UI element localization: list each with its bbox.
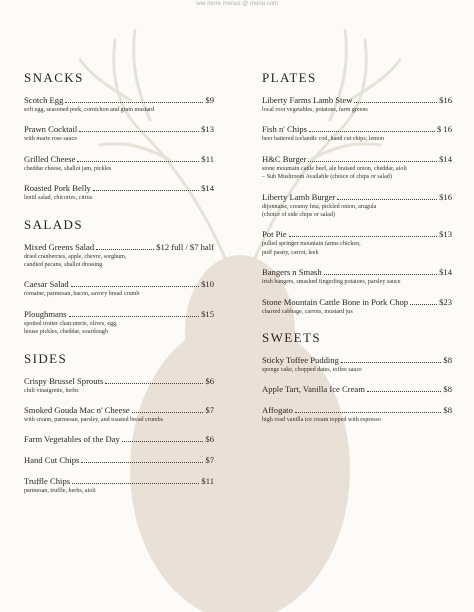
menu-item-header — [24, 242, 214, 253]
menu-item — [262, 124, 452, 143]
menu-item-header — [24, 434, 214, 445]
item-description: spotted trotter charcuterie, olives, egg, — [24, 320, 118, 327]
item-price: $7 — [205, 455, 214, 466]
menu-item-header — [262, 229, 452, 240]
menu-item — [24, 242, 214, 270]
item-name: Crispy Brussel Sprouts — [24, 375, 104, 386]
menu-item-header — [262, 95, 452, 106]
item-name: Grilled Cheese — [24, 153, 76, 164]
menu-item-header — [24, 154, 214, 165]
dot-leader — [367, 391, 442, 392]
item-description: dried cranberries, apple, chevre, sorghum, — [24, 253, 127, 260]
item-name: H&C Burger — [262, 153, 307, 164]
menu-item — [24, 154, 214, 173]
dot-leader — [69, 316, 200, 317]
menu-item-header — [24, 476, 214, 487]
menu-item — [24, 309, 214, 337]
dot-leader — [71, 286, 199, 287]
item-name: Pot Pie — [262, 229, 287, 240]
item-description: with cream, parmesan, parsley, and toasted bread crumbs — [24, 417, 164, 424]
item-name: Affogato — [262, 405, 293, 416]
menu-item — [262, 297, 452, 316]
dot-leader — [308, 161, 437, 162]
item-price: $8 — [443, 405, 452, 416]
right-column — [262, 70, 452, 439]
item-description: with marie rose sauce — [24, 136, 77, 143]
menu-item — [24, 434, 214, 445]
menu-item-header — [24, 309, 214, 320]
menu-item — [262, 405, 452, 424]
item-description: puff pastry, carrot, leek — [262, 249, 319, 256]
item-price: $12 full / $7 half — [156, 241, 214, 252]
menu-item-header — [262, 267, 452, 278]
left-column — [24, 70, 214, 510]
item-description: pulled springer mountain farms chicken, — [262, 241, 361, 248]
item-name: Caesar Salad — [24, 279, 69, 290]
item-name: Liberty Farms Lamb Stew — [262, 95, 353, 105]
dot-leader — [324, 274, 437, 275]
item-name: Bangers n Smash — [262, 267, 322, 278]
source-watermark-text: see more menus @ menu.com — [195, 1, 279, 7]
item-name: Smoked Gouda Mac n' Cheese — [24, 405, 130, 416]
item-name: Scotch Egg — [24, 95, 64, 105]
item-price: $6 — [205, 434, 214, 445]
menu-item-header — [24, 279, 214, 290]
item-description: (choice of side chips or salad) — [262, 212, 335, 219]
menu-item — [24, 95, 214, 114]
menu-item — [262, 95, 452, 114]
menu-item-header — [262, 154, 452, 165]
item-price: $13 — [439, 229, 452, 240]
item-description: – Sub Mushroom Available (choice of chips or salad) — [262, 174, 392, 181]
item-price: $14 — [439, 267, 452, 278]
menu-section-sides — [24, 351, 214, 496]
menu-section-sweets — [262, 330, 452, 425]
item-name: Truffle Chips — [24, 476, 71, 487]
dot-leader — [295, 412, 442, 413]
item-description: romaine, parmesan, bacon, savory bread crumb — [24, 291, 140, 298]
menu-item — [24, 455, 214, 466]
item-description: candied pecans, shallot dressing — [24, 262, 103, 269]
menu-item-header — [262, 384, 452, 395]
menu-item — [24, 376, 214, 395]
item-name: Roasted Pork Belly — [24, 183, 91, 194]
item-price: $8 — [443, 384, 452, 395]
item-name: Stone Mountain Cattle Bone in Pork Chop — [262, 296, 409, 307]
menu-item-header — [24, 376, 214, 387]
section-title: SALADS — [24, 216, 83, 232]
item-price: $9 — [205, 95, 214, 105]
dot-leader — [341, 362, 442, 363]
dot-leader — [337, 199, 437, 200]
menu-item — [24, 405, 214, 424]
menu-item — [24, 279, 214, 298]
dot-leader — [354, 102, 437, 103]
item-description: house pickles, cheddar, sourdough — [24, 329, 108, 336]
menu-item-header — [24, 455, 214, 466]
menu-item — [262, 229, 452, 257]
menu-item-header — [262, 355, 452, 366]
menu-item-header — [262, 124, 452, 135]
section-title: SNACKS — [24, 70, 84, 85]
menu-section-snacks — [24, 70, 214, 203]
item-price: $11 — [201, 153, 214, 164]
item-name: Hand Cut Chips — [24, 455, 80, 466]
item-description: stone mountain cattle beef, ale braised onion, cheddar, aioli — [262, 165, 407, 172]
section-title: SWEETS — [262, 330, 321, 346]
item-name: Prawn Cocktail — [24, 124, 78, 135]
item-price: $7 — [205, 405, 214, 416]
dot-leader — [96, 249, 154, 250]
dot-leader — [81, 462, 203, 463]
item-description: cheddar cheese, shallot jam, pickles — [24, 165, 112, 172]
menu-item-header — [24, 183, 214, 194]
item-name: Liberty Lamb Burger — [262, 191, 336, 202]
item-name: Apple Tart, Vanilla Ice Cream — [262, 384, 365, 395]
dot-leader — [132, 412, 204, 413]
menu-item-header — [24, 124, 214, 135]
dot-leader — [410, 304, 437, 305]
menu-item-header — [24, 95, 214, 106]
menu-section-salads — [24, 217, 214, 337]
dot-leader — [79, 131, 199, 132]
item-price: $14 — [439, 153, 452, 164]
item-description: irish bangers, smashed fingerling potatoes, parsley sauce — [262, 279, 401, 286]
item-price: $10 — [201, 279, 214, 290]
item-description: sponge cake, chopped dates, toffee sauce — [262, 367, 362, 374]
item-description: chili vinaigrette, herbs — [24, 387, 79, 394]
item-price: $16 — [439, 191, 452, 202]
item-description: charred cabbage, carrots, mustard jus — [262, 308, 353, 315]
item-price: $11 — [201, 476, 214, 487]
dot-leader — [72, 483, 199, 484]
item-description: soft egg, seasoned pork, cornichon and grain mustard — [24, 107, 155, 113]
menu-item-header — [262, 297, 452, 308]
section-title: SIDES — [24, 350, 68, 366]
item-price: $14 — [201, 183, 214, 194]
menu-item-header — [262, 405, 452, 416]
item-price: $8 — [443, 355, 452, 366]
item-name: Sticky Toffee Pudding — [262, 355, 339, 366]
menu-section-plates — [262, 70, 452, 316]
item-description: lentil salad, chicories, citrus — [24, 195, 93, 202]
item-price: $13 — [201, 124, 214, 135]
menu-item — [262, 355, 452, 374]
item-name: Farm Vegetables of the Day — [24, 434, 120, 445]
menu-item-header — [24, 405, 214, 416]
section-title: PLATES — [262, 70, 317, 85]
dot-leader — [309, 131, 435, 132]
dot-leader — [289, 236, 438, 237]
item-name: Mixed Greens Salad — [24, 241, 95, 252]
item-description: dijonnaise, creamy feta, pickled onion, arugula — [262, 203, 377, 210]
item-description: high road vanilla ice cream topped with espresso — [262, 417, 381, 424]
menu-item — [24, 183, 214, 202]
dot-leader — [77, 161, 199, 162]
menu-item — [262, 192, 452, 220]
item-description: parmesan, truffle, herbs, aioli — [24, 488, 96, 495]
dot-leader — [65, 102, 203, 103]
item-price: $23 — [439, 296, 452, 307]
item-description: beer battered icelandic cod, hand cut chips, lemon — [262, 136, 384, 143]
dot-leader — [105, 383, 203, 384]
item-name: Fish n' Chips — [262, 124, 308, 135]
menu-item-header — [262, 192, 452, 203]
item-price: $ 16 — [436, 124, 452, 135]
dot-leader — [93, 190, 199, 191]
item-price: $16 — [439, 95, 452, 105]
menu-item — [262, 154, 452, 182]
item-price: $6 — [205, 375, 214, 386]
item-price: $15 — [201, 308, 214, 319]
item-name: Ploughmans — [24, 308, 67, 319]
dot-leader — [122, 441, 204, 442]
item-description: local root vegetables, potatoes, farm greens — [262, 107, 368, 113]
menu-item — [24, 476, 214, 495]
menu-item — [24, 124, 214, 143]
menu-item — [262, 267, 452, 286]
menu-item — [262, 384, 452, 395]
